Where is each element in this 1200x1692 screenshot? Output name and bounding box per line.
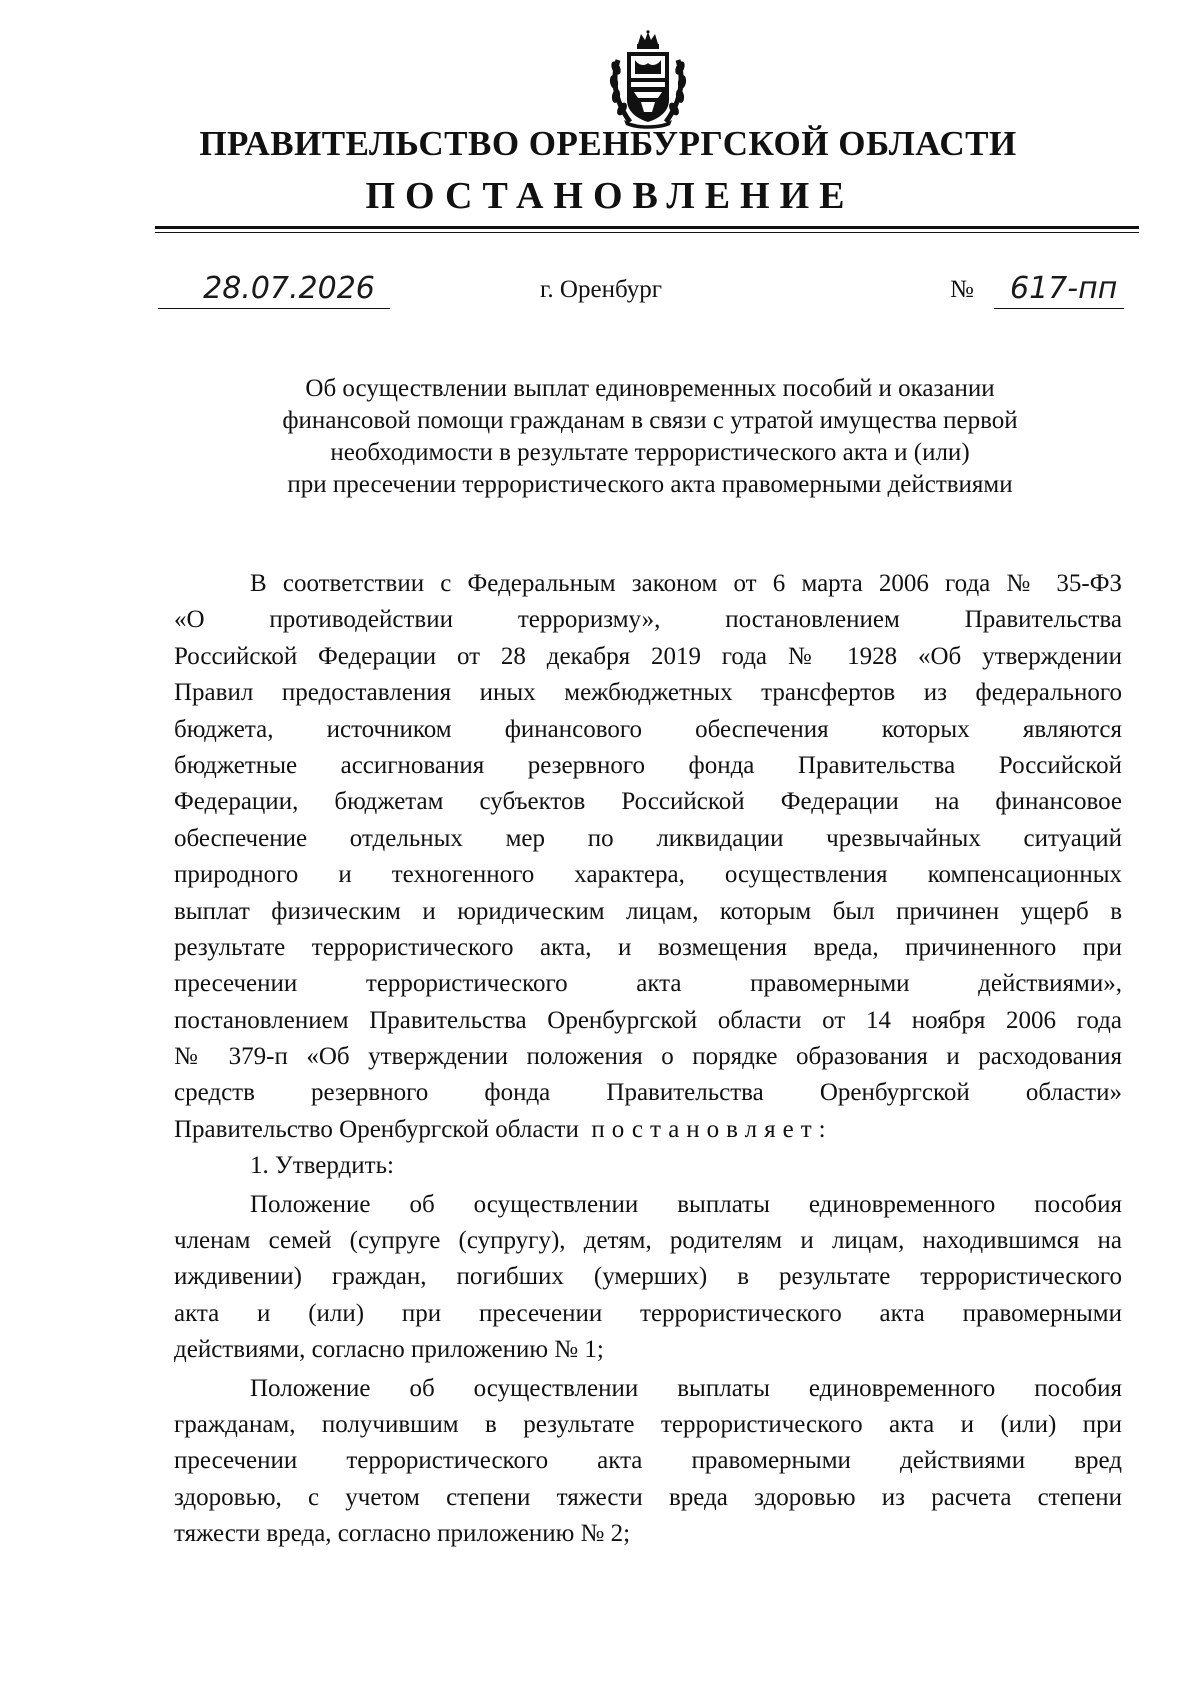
- preamble-line: бюджетные ассигнования резервного фонда Правительства Российской: [174, 751, 1122, 779]
- heading-line: необходимости в результате террористического акта и (или): [330, 439, 970, 466]
- document-heading: [160, 373, 1140, 501]
- header-rule-thin: [155, 232, 1139, 233]
- preamble-line: природного и техногенного характера, осуществления компенсационных: [174, 861, 1122, 889]
- document-date: 28.07.2026: [158, 270, 390, 309]
- organization-title: ПРАВИТЕЛЬСТВО ОРЕНБУРГСКОЙ ОБЛАСТИ: [199, 124, 1017, 163]
- annex-2-line: гражданам, получившим в результате террористического акта и (или) при: [174, 1410, 1122, 1438]
- preamble-line: № 379-п «Об утверждении положения о порядке образования и расходования: [174, 1043, 1122, 1071]
- preamble-line: Правил предоставления иных межбюджетных трансфертов из федерального: [174, 679, 1122, 707]
- preamble-line: постановлением Правительства Оренбургской области от 14 ноября 2006 года: [174, 1006, 1122, 1034]
- document-number: 617-пп: [994, 270, 1124, 309]
- document-body: [174, 566, 1122, 1553]
- orenburg-coat-of-arms-icon: [608, 30, 688, 130]
- preamble-line: пресечении террористического акта правомерными действиями»,: [174, 970, 1122, 998]
- header-rule-thick: [155, 226, 1139, 229]
- document-city: г. Оренбург: [540, 276, 662, 303]
- preamble-line: результате террористического акта, и возмещения вреда, причиненного при: [174, 933, 1122, 961]
- preamble-line: обеспечение отдельных мер по ликвидации чрезвычайных ситуаций: [174, 824, 1122, 852]
- annex-2-line: здоровью, с учетом степени тяжести вреда здоровью из расчета степени: [174, 1483, 1122, 1511]
- annex-2-line: Положение об осуществлении выплаты единовременного пособия: [250, 1374, 1122, 1402]
- preamble-line: выплат физическим и юридическим лицам, которым был причинен ущерб в: [174, 897, 1122, 925]
- annex-2-line: пресечении террористического акта правомерными действиями вред: [174, 1447, 1122, 1475]
- item-1-heading: 1. Утвердить:: [250, 1152, 394, 1180]
- preamble-line: В соответствии с Федеральным законом от 6 марта 2006 года № 35-ФЗ: [250, 570, 1122, 597]
- annex-1-line: Положение об осуществлении выплаты единовременного пособия: [250, 1190, 1122, 1218]
- preamble-line: средств резервного фонда Правительства Оренбургской области»: [174, 1079, 1122, 1107]
- number-sign: №: [950, 276, 974, 303]
- preamble-line: «О противодействии терроризму», постановлением Правительства: [174, 606, 1122, 634]
- annex-1-line: членам семей (супруге (супругу), детям, родителям и лицам, находившимся на: [174, 1227, 1122, 1255]
- annex-2-line: тяжести вреда, согласно приложению № 2;: [174, 1520, 631, 1548]
- preamble-final-line: [174, 1112, 1122, 1148]
- resolves-word: постановляет:: [591, 1115, 833, 1143]
- heading-line: при пресечении террористического акта правомерными действиями: [287, 471, 1013, 498]
- heading-line: финансовой помощи гражданам в связи с утратой имущества первой: [282, 407, 1018, 434]
- annex-1-line: иждивении) граждан, погибших (умерших) в результате террористического: [174, 1263, 1122, 1291]
- annex-1-line: действиями, согласно приложению № 1;: [174, 1336, 604, 1364]
- preamble-line: Правительство Оренбургской области: [174, 1115, 579, 1143]
- preamble-line: бюджета, источником финансового обеспечения которых являются: [174, 715, 1122, 743]
- heading-line: Об осуществлении выплат единовременных пособий и оказании: [305, 375, 995, 402]
- annex-1-line: акта и (или) при пресечении террористического акта правомерными: [174, 1299, 1122, 1327]
- document-type-title: ПОСТАНОВЛЕНИЕ: [365, 175, 855, 217]
- preamble-line: Российской Федерации от 28 декабря 2019 года № 1928 «Об утверждении: [174, 642, 1122, 670]
- preamble-line: Федерации, бюджетам субъектов Российской Федерации на финансовое: [174, 788, 1122, 816]
